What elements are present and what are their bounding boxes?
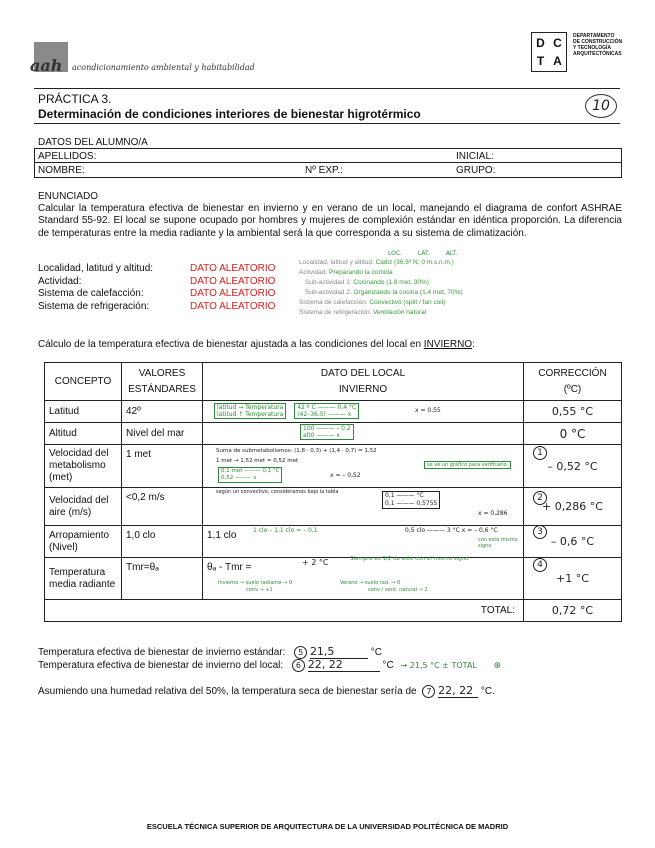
hw-text: latitud ↑ Temperatura bbox=[217, 411, 284, 418]
hw-text: Invierno → suelo radiante → 0 bbox=[218, 580, 293, 586]
hw-met-x bbox=[330, 472, 361, 479]
hw-tmr-note bbox=[350, 556, 469, 562]
cell-corr: – 0,6 °C bbox=[524, 526, 622, 558]
student-section-title: DATOS DEL ALUMNO/A bbox=[38, 137, 148, 148]
step-number-2 bbox=[533, 491, 547, 505]
cell-valor: 42º bbox=[122, 401, 203, 423]
param-label: Localidad, latitud y altitud: bbox=[38, 263, 154, 274]
cell-corr: +1 °C bbox=[524, 558, 622, 600]
dcta-caption-line: Y TECNOLOGÍA bbox=[573, 45, 611, 51]
result-local bbox=[38, 658, 501, 672]
hw-tmr-value bbox=[302, 558, 328, 567]
hw-text: 0,1 ——— °C bbox=[385, 492, 424, 499]
enunciado-text: Calcular la temperatura efectiva de bienestar en invierno y en verano de un local, manejando el diagrama de confort ASHRAE Standard 55-92. El local se supone ocupado por hombres y mujeres de complexión estándar en idéntica proporción. La diferencia de temperaturas entre la media radiante y la ambiental será la que corresponda a su sistema de climatización. bbox=[38, 203, 622, 239]
random-line bbox=[299, 308, 463, 318]
param-value: DATO ALEATORIO bbox=[190, 275, 276, 287]
col-valores-1: VALORES bbox=[138, 367, 186, 379]
step-num: 4 bbox=[537, 560, 543, 570]
hw-met-note bbox=[424, 461, 511, 469]
step-number-4 bbox=[533, 558, 547, 572]
hw-met-calc bbox=[218, 467, 282, 483]
dcta-logo bbox=[531, 32, 567, 72]
hw-text: Verano → suelo rad. → 0 bbox=[340, 580, 401, 586]
random-key: Sub-actividad 1: bbox=[305, 279, 354, 286]
grade-value: 10 bbox=[592, 98, 610, 114]
param-label: Actividad: bbox=[38, 275, 82, 287]
dcta-caption-line: ARQUITECTÓNICAS bbox=[573, 51, 622, 57]
cell-concepto: Temperatura media radiante bbox=[45, 558, 122, 600]
nexp-label: Nº EXP.: bbox=[305, 165, 343, 176]
col-corr-1: CORRECCIÓN bbox=[538, 367, 607, 379]
cell-concepto: Velocidad del metabolismo (met) bbox=[45, 445, 122, 488]
cell-corr: – 0,52 °C bbox=[524, 445, 622, 488]
result-hum-label: Asumiendo una humedad relativa del 50%, la temperatura seca de bienestar sería de bbox=[38, 686, 417, 697]
param-value: DATO ALEATORIO bbox=[190, 288, 276, 300]
dcta-caption bbox=[573, 33, 622, 57]
param-value: DATO ALEATORIO bbox=[190, 263, 276, 274]
dcta-letter: T bbox=[536, 54, 545, 68]
cell-valor: Nivel del mar bbox=[122, 423, 203, 445]
result-humidity bbox=[38, 684, 495, 698]
cell-dato bbox=[203, 423, 524, 445]
random-value: Cádiz (36.5º N; 0 m.s.n.m.) bbox=[375, 259, 454, 266]
hw-text: 1 met → 1,52 met = 0,52 met bbox=[216, 458, 299, 464]
cell-concepto: Latitud bbox=[45, 401, 122, 423]
dcta-letter: D bbox=[536, 36, 545, 50]
hw-text: Suma de submetabolismos: (1,8 · 0,3) + (1,4 · 0,7) = 1,52 bbox=[216, 448, 377, 454]
result-local-label: Temperatura efectiva de bienestar de invierno del local: bbox=[38, 660, 284, 671]
apellidos-label: APELLIDOS: bbox=[38, 151, 97, 162]
hw-text: (42–36,5) ——— x bbox=[297, 411, 352, 418]
hw-text: x = 0,286 bbox=[478, 510, 508, 517]
cell-dato: θₐ - Tmr = bbox=[203, 558, 524, 600]
cell-corr: 0,55 °C bbox=[524, 401, 622, 423]
hw-text: 42 º C ——— 0,4 °C bbox=[297, 404, 357, 411]
hw-box bbox=[294, 403, 359, 419]
nombre-label: NOMBRE: bbox=[38, 165, 85, 176]
total-row bbox=[45, 600, 622, 622]
result-local-note: → 21,5 °C ± TOTAL bbox=[400, 661, 477, 670]
hw-text: x = – 0,6 °C bbox=[461, 527, 498, 534]
params-list bbox=[38, 263, 153, 313]
result-std-num: 5 bbox=[294, 646, 307, 659]
footer-school: ESCUELA TÉCNICA SUPERIOR DE ARQUITECTURA DE LA UNIVERSIDAD POLITÉCNICA DE MADRID bbox=[146, 822, 509, 831]
random-line bbox=[299, 278, 463, 288]
calc-intro-text: Cálculo de la temperatura efectiva de bienestar ajustada a las condiciones del local en bbox=[38, 339, 424, 350]
dcta-caption-line: DEPARTAMENTO bbox=[573, 33, 615, 39]
cell-valor: 1 met bbox=[122, 445, 203, 488]
result-local-circle: ⊕ bbox=[493, 661, 502, 671]
result-std-value: 21,5 bbox=[310, 645, 368, 659]
annot: ALT. bbox=[445, 250, 458, 257]
hw-text: alt0 ——— x bbox=[303, 432, 340, 439]
inicial-label: INICIAL: bbox=[456, 151, 494, 162]
col-concepto: CONCEPTO bbox=[45, 363, 122, 401]
hw-text: conv → +1 bbox=[246, 587, 273, 593]
random-key: Localidad, latitud y altitud: bbox=[299, 259, 376, 266]
random-value: Preparando la comida bbox=[329, 269, 393, 276]
hw-text: conv / vent. natural → 2 bbox=[368, 587, 428, 593]
result-hum-value: 22, 22 bbox=[438, 684, 478, 698]
hw-latitud-x bbox=[415, 407, 441, 414]
hw-text: con este mismo signo bbox=[478, 537, 518, 549]
random-value: Convectivo (split / fan coil) bbox=[369, 299, 446, 306]
cell-dato: 1,1 clo bbox=[203, 526, 524, 558]
annot: LAT. bbox=[417, 250, 430, 257]
random-line bbox=[299, 258, 463, 268]
col-correccion bbox=[524, 363, 622, 401]
result-local-unit: °C bbox=[382, 660, 394, 671]
hw-text: x = – 0,52 bbox=[330, 472, 361, 479]
hw-text: latitud → Temperatura bbox=[217, 404, 284, 411]
random-key: Actividad: bbox=[299, 269, 329, 276]
calc-season: INVIERNO bbox=[423, 339, 473, 350]
hw-text: 0,1 ——— 0,5755 bbox=[385, 500, 438, 507]
cell-valor: <0,2 m/s bbox=[122, 488, 203, 526]
hw-text: según un convectivo, consideramos bajo la tabla bbox=[216, 489, 339, 495]
col-dato-1: DATO DEL LOCAL bbox=[320, 367, 406, 379]
hw-aire-x bbox=[478, 510, 508, 517]
cell-corr: 0 °C bbox=[524, 423, 622, 445]
hw-met bbox=[216, 446, 377, 466]
random-line bbox=[299, 288, 463, 298]
step-num: 2 bbox=[537, 493, 543, 503]
hw-text: 0,52 ——— x bbox=[221, 475, 257, 481]
result-hum-num: 7 bbox=[422, 685, 435, 698]
random-data bbox=[299, 258, 463, 318]
page-title: Determinación de condiciones interiores de bienestar higrotérmico bbox=[38, 107, 421, 121]
result-std-label: Temperatura efectiva de bienestar de invierno estándar: bbox=[38, 647, 286, 658]
dcta-letter: C bbox=[553, 36, 562, 50]
col-valores bbox=[122, 363, 203, 401]
hw-clo-calc bbox=[405, 527, 498, 534]
aah-tagline: acondicionamiento ambiental y habitabilidad bbox=[72, 63, 255, 72]
random-key: Sistema de calefacción: bbox=[299, 299, 370, 306]
param-label: Sistema de calefacción: bbox=[38, 288, 144, 300]
result-local-num: 6 bbox=[292, 659, 305, 672]
result-hum-unit: °C. bbox=[480, 686, 495, 697]
cell-concepto: Velocidad del aire (m/s) bbox=[45, 488, 122, 526]
cell-concepto: Arropamiento (Nivel) bbox=[45, 526, 122, 558]
step-number-3 bbox=[533, 525, 547, 539]
hw-text: 1 clo – 1,1 clo = – 0,1 bbox=[253, 527, 318, 534]
grupo-label: GRUPO: bbox=[456, 165, 496, 176]
calc-colon: : bbox=[472, 339, 475, 350]
random-value: Ventilación natural bbox=[373, 309, 427, 316]
hw-text: 0,1 met ——— 0,1 °C bbox=[221, 468, 280, 474]
random-value: Cocinando (1.8 met, 30%) bbox=[353, 279, 429, 286]
aah-logo-text: aah bbox=[30, 56, 63, 75]
col-corr-2: (ºC) bbox=[563, 383, 582, 395]
total-label: TOTAL: bbox=[45, 600, 524, 622]
enunciado-heading: ENUNCIADO bbox=[38, 191, 99, 202]
random-line bbox=[299, 268, 463, 278]
hw-text: 0,5 clo ——— 3 °C bbox=[405, 527, 460, 534]
cell-valor: Tmr=θₐ bbox=[122, 558, 203, 600]
params-values bbox=[190, 263, 275, 313]
divider bbox=[34, 162, 622, 163]
hw-text: 100 ——— – 0,2 bbox=[303, 425, 351, 432]
hw-clo bbox=[253, 527, 318, 535]
hw-tmr-winter bbox=[218, 580, 292, 594]
hw-clo-note bbox=[478, 537, 524, 549]
calc-intro bbox=[38, 339, 475, 350]
hw-text: x = 0,55 bbox=[415, 407, 441, 414]
hw-text: Siempre es 1/2 de esto con el mismo signo bbox=[350, 556, 469, 562]
dcta-caption-line: DE CONSTRUCCIÓN bbox=[573, 39, 623, 45]
random-annot bbox=[388, 250, 457, 257]
hw-aire-calc bbox=[382, 491, 440, 509]
col-dato-2: INVIERNO bbox=[338, 383, 388, 395]
hw-latitud bbox=[214, 403, 359, 419]
hw-tmr-summer bbox=[340, 580, 428, 594]
hw-box bbox=[214, 403, 286, 419]
step-number-1 bbox=[533, 446, 547, 460]
hw-aire bbox=[216, 489, 366, 495]
step-num: 1 bbox=[537, 448, 543, 458]
total-value: 0,72 °C bbox=[524, 600, 622, 622]
random-key: Sistema de refrigeración: bbox=[299, 309, 374, 316]
random-value: Organizando la cocina (1.4 met, 70%) bbox=[353, 289, 463, 296]
practice-number: PRÁCTICA 3. bbox=[38, 92, 112, 106]
grade-circle bbox=[585, 94, 617, 118]
col-dato bbox=[203, 363, 524, 401]
cell-valor: 1,0 clo bbox=[122, 526, 203, 558]
hw-altitud bbox=[300, 424, 354, 440]
result-local-value: 22, 22 bbox=[308, 658, 380, 672]
cell-concepto: Altitud bbox=[45, 423, 122, 445]
hw-text: se ve un gráfico para verificarlo. bbox=[427, 462, 509, 468]
result-std-unit: °C bbox=[370, 647, 382, 658]
result-standard bbox=[38, 645, 382, 659]
param-label: Sistema de refrigeración: bbox=[38, 300, 150, 312]
header-row bbox=[45, 363, 622, 401]
hw-text: + 2 °C bbox=[302, 558, 329, 567]
annot: LOC. bbox=[388, 250, 402, 257]
random-key: Sub-actividad 2: bbox=[305, 289, 354, 296]
col-valores-2: ESTÁNDARES bbox=[128, 383, 196, 395]
cell-corr: + 0,286 °C bbox=[524, 488, 622, 526]
random-line bbox=[299, 298, 463, 308]
step-num: 3 bbox=[537, 527, 543, 537]
dcta-letter: A bbox=[553, 54, 562, 68]
param-value: DATO ALEATORIO bbox=[190, 300, 276, 312]
